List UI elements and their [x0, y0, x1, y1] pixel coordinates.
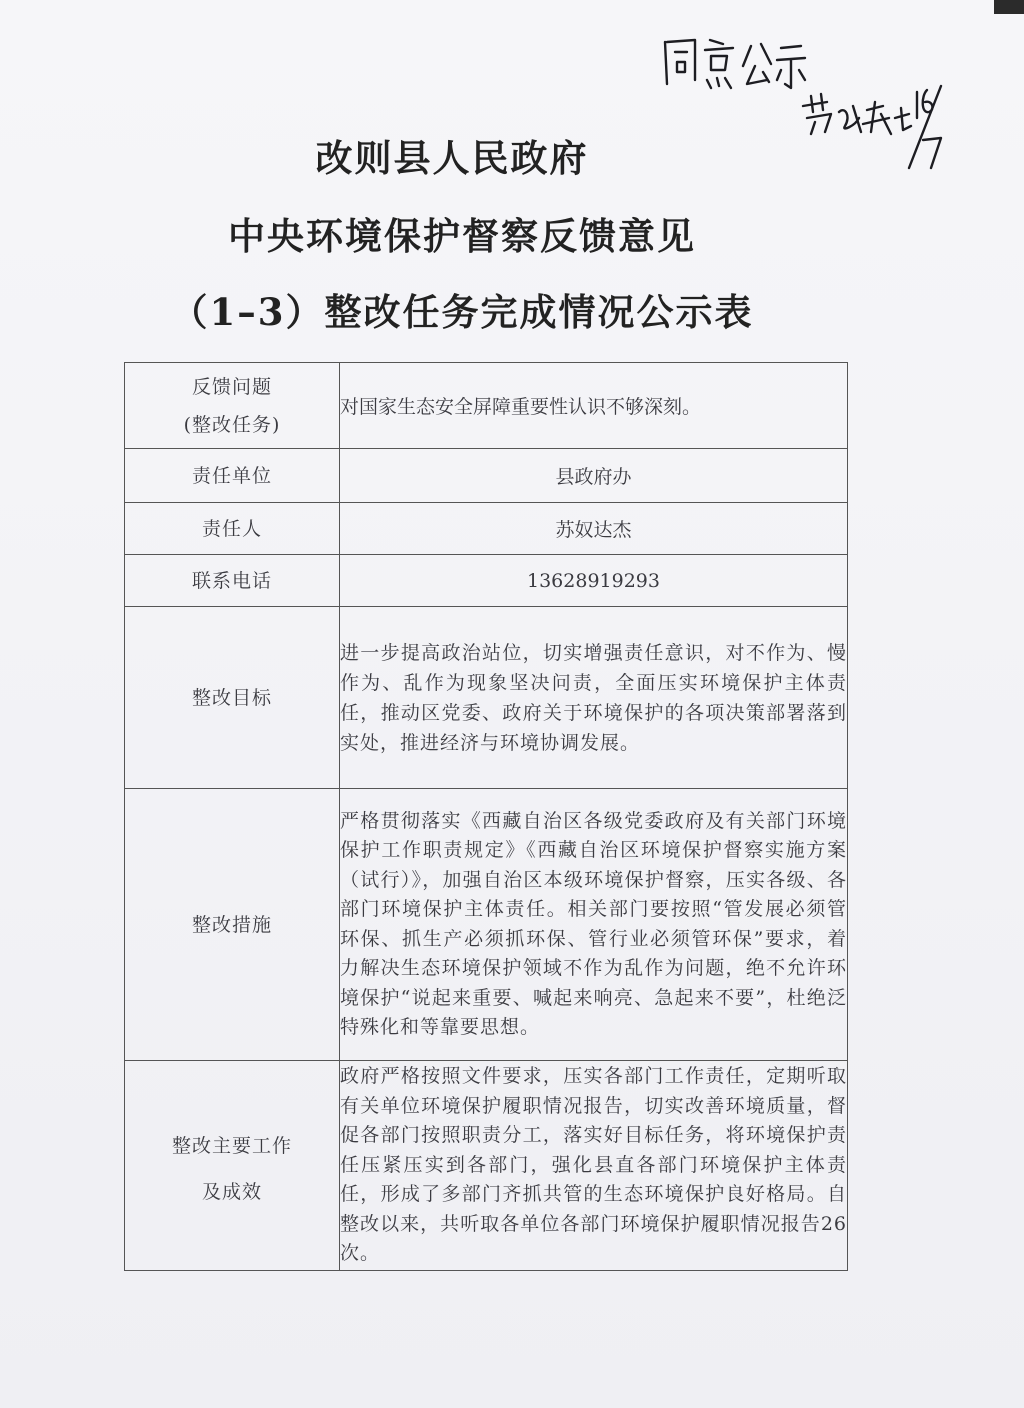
goal-cell [340, 607, 848, 789]
work-cell [340, 1061, 848, 1271]
table-row [125, 555, 848, 607]
phone-label: 联系电话 [125, 555, 340, 607]
work-label-line1: 整改主要工作 [171, 1134, 292, 1157]
work-label [125, 1061, 340, 1271]
goal-value: 进一步提高政治站位，切实增强责任意识，对不作为、慢作为、乱作为现象坚决问责，全面压实环境保护主体责任，推动区党委、政府关于环境保护的各项决策部署落到实处，推进经济与环境协调发展。 [340, 641, 847, 754]
issue-label [125, 363, 340, 449]
work-label-line2: 及成效 [201, 1180, 262, 1203]
measures-label: 整改措施 [125, 789, 340, 1061]
table-row [125, 607, 848, 789]
title-line-3: （1–3）整改任务完成情况公示表 [170, 290, 754, 334]
table-row [125, 449, 848, 503]
issue-value: 对国家生态安全屏障重要性认识不够深刻。 [340, 363, 848, 449]
measures-value: 严格贯彻落实《西藏自治区各级党委政府及有关部门环境保护工作职责规定》《西藏自治区环境保护督察实施方案（试行）》，加强自治区本级环境保护督察，压实各级、各部门环境保护主体责任。相关部门要按照“管发展必须管环保、抓生产必须抓环保、管行业必须管环保”要求，着力解决生态环境保护领域不作为乱作为问题，绝不允许环境保护“说起来重要、喊起来响亮、急起来不要”，杜绝泛特殊化和等靠要思想。 [340, 809, 847, 1038]
table-row [125, 1061, 848, 1271]
goal-label: 整改目标 [125, 607, 340, 789]
work-value: 政府严格按照文件要求，压实各部门工作责任，定期听取有关单位环境保护履职情况报告，切实改善环境质量，督促各部门按照职责分工，落实好目标任务，将环境保护责任压紧压实到各部门，强化县直各部门环境保护主体责任，形成了多部门齐抓共管的生态环境保护良好格局。自整改以来，共听取各单位各部门环境保护履职情况报告26次。 [340, 1065, 847, 1265]
unit-label: 责任单位 [125, 449, 340, 503]
issue-label-line2: (整改任务) [183, 413, 281, 436]
table-row [125, 503, 848, 555]
table-row [125, 789, 848, 1061]
phone-value: 13628919293 [340, 555, 848, 607]
table-row [125, 363, 848, 449]
person-value: 苏奴达杰 [340, 503, 848, 555]
title-line-1: 改则县人民政府 [315, 136, 589, 180]
person-label: 责任人 [125, 503, 340, 555]
issue-label-line1: 反馈问题 [191, 375, 272, 398]
measures-cell [340, 789, 848, 1061]
unit-value: 县政府办 [340, 449, 848, 503]
scan-edge [994, 0, 1024, 14]
publicity-table [124, 362, 848, 1271]
title-line-2: 中央环境保护督察反馈意见 [228, 214, 696, 258]
